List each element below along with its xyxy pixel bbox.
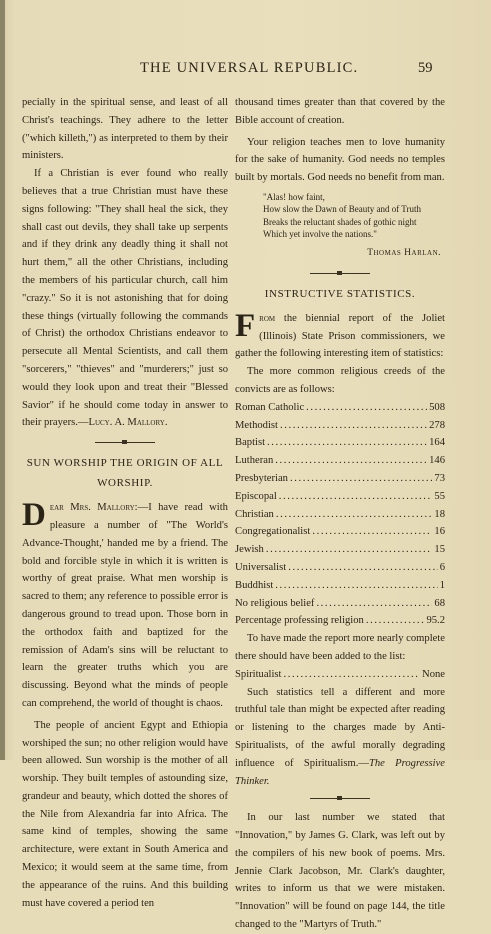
poem-line: Breaks the reluctant shades of gothic night [263,216,417,227]
stat-value: 95.2 [426,615,445,627]
poem-author: Thomas Harlan. [367,247,441,258]
article-heading: INSTRUCTIVE STATISTICS. [264,287,416,300]
stat-value: 146 [429,455,445,467]
left-column [22,94,228,912]
leader-dots [275,452,427,470]
stat-value: 15 [434,544,445,556]
stat-value: 16 [434,526,445,538]
leader-dots [266,541,433,559]
stat-row [235,506,445,524]
stat-row [235,452,445,470]
stat-label: Lutheran [235,455,274,467]
statistics-addendum [235,666,445,684]
stat-row [235,666,445,684]
leader-dots [290,470,432,488]
paragraph: thousand times greater than that covered by the Bible account of creation. [235,97,445,126]
stat-value: 508 [429,401,445,413]
stat-label: Congregationalist [235,526,311,538]
paragraph [235,684,445,791]
poem-line: How slow the Dawn of Beauty and of Truth [263,204,421,215]
stat-row [235,399,445,417]
stat-row [235,577,445,595]
stat-value: None [422,668,445,680]
stat-label: Methodist [235,419,278,431]
stat-row [235,470,445,488]
paragraph: The people of ancient Egypt and Ethiopia worshiped the sun; no other religion would have been allowed. Sun worship is the mother of all worship. They built temples of astounding size, grandeur and beauty, which dotted the shores of the Nile from Alexandria far into Africa. The same kind of temples, showing the same architecture, were extant in South America and Mexico; it would seem at the same time, from the appearance of the ruins. And this building must have covered a period ten [22,719,228,909]
paragraph [235,307,445,363]
paragraph: Your religion teaches men to love humanity for the sake of humanity. God needs no temples built by mortals. God needs no benefit from man. [235,136,445,184]
stat-row [235,523,445,541]
leader-dots [279,488,433,506]
right-column [235,94,445,934]
stat-value: 6 [439,561,445,573]
page-spine-edge [0,0,5,760]
author-signature: Lucy. A. Mallory. [88,417,168,429]
section-divider [310,273,370,274]
running-head [0,60,491,80]
leader-dots [312,523,432,541]
poem-quote [263,191,445,241]
stat-label: Spiritualist [235,668,282,680]
leader-dots [276,506,433,524]
paragraph: To have made the report more nearly complete there should have been added to the list: [235,633,445,662]
stat-value: 18 [434,508,445,520]
leader-dots [288,559,438,577]
leader-dots [267,434,427,452]
leader-dots [284,666,421,684]
statistics-list [235,399,445,630]
stat-row [235,434,445,452]
stat-row [235,595,445,613]
section-divider [310,798,370,799]
salutation: ear Mrs. Mallory: [49,502,138,514]
stat-label: Jewish [235,544,264,556]
paragraph: pecially in the spiritual sense, and least of all Christ's teachings. They adhere to the letter ("which killeth,") as interpreted to them by their ministers. [22,97,228,162]
leader-dots [366,612,425,630]
stat-row [235,541,445,559]
stat-label: Percentage professing religion [235,615,364,627]
stat-value: 164 [429,437,445,449]
stat-label: Roman Catholic [235,401,305,413]
drop-cap: D [22,497,46,534]
stat-value: 1 [439,579,445,591]
stat-label: Buddhist [235,579,274,591]
page-number: 59 [418,60,433,76]
stat-value: 55 [434,490,445,502]
stat-label: Universalist [235,561,287,573]
paragraph-text: the biennial report of the Joliet (Illinois) State Prison commissioners, we gather the following interesting item of statistics: [235,312,445,360]
lead-word: rom [259,312,276,324]
article-heading: SUN WORSHIP THE ORIGIN OF ALL WORSHIP. [26,457,224,490]
stat-label: No religious belief [235,597,315,609]
leader-dots [306,399,427,417]
drop-cap: F [235,307,256,344]
paragraph [22,165,228,432]
leader-dots [316,595,432,613]
section-divider [95,442,155,443]
stat-value: 73 [434,472,445,484]
paragraph: In our last number we stated that "Innovation," by James G. Clark, was left out by the compilers of his new book of poems. Mrs. Jennie Clark Jacobson, Mr. Clark's daughter, writes to inform us that we were mistaken. "Innovation" will be found on page 144, the title changed to the "Martyrs of Truth." [235,812,445,931]
paragraph-text: Such statistics tell a different and more truthful tale than might be expected after reading or listening to the charges made by Anti-Spiritualists, of the awful morally degrading influence of Spiritualism.— [235,686,445,769]
leader-dots [275,577,437,595]
stat-row [235,559,445,577]
paragraph: The more common religious creeds of the convicts are as follows: [235,366,445,395]
stat-value: 278 [429,419,445,431]
stat-row [235,612,445,630]
poem-line: Which yet involve the nations." [263,229,377,240]
leader-dots [280,417,427,435]
stat-row [235,488,445,506]
paragraph-text: If a Christian is ever found who really believes that a true Christian must have these signs following: "They shall heal the sick, they shall cast out devils, they shall take up serpents and if they drink any deadly thing it shall not hurt them," all the other Christians, including the members of his particular church, call him "crazy." So it is not astonishing that for doing these things (virtually following the commands of Christ) the orthodox Christians endeavor to persecute all Mental Scientists, and call them "sorcerers," "thieves" and "murderers;" just so would they look upon and treat their "Blessed Savior" if he should come today in answer to their prayers.— [22,168,228,429]
stat-value: 68 [434,597,445,609]
stat-label: Christian [235,508,274,520]
stat-row [235,417,445,435]
stat-label: Presbyterian [235,472,288,484]
stat-label: Episcopal [235,490,277,502]
poem-line: "Alas! how faint, [263,191,325,202]
paragraph-text: —I have read with pleasure a number of "The World's Advance-Thought,' handed me by a friend. The bold and forcible style in which it is written is worthy of great praise. What men worship is sacred to them; any reference to possible error is dangerous ground to tread upon. Those born in the orthodox faith and baptized for the remission of Adam's sins will be reluctant to learn the greater truths which you are discussing. Beyond what the minds of people can comprehend, the world of thought is chaos. [22,502,228,709]
source-citation: The Progressive Thinker. [235,757,445,787]
paragraph [22,499,228,713]
stat-label: Baptist [235,437,266,449]
publication-title: THE UNIVERSAL REPUBLIC. [140,60,359,76]
